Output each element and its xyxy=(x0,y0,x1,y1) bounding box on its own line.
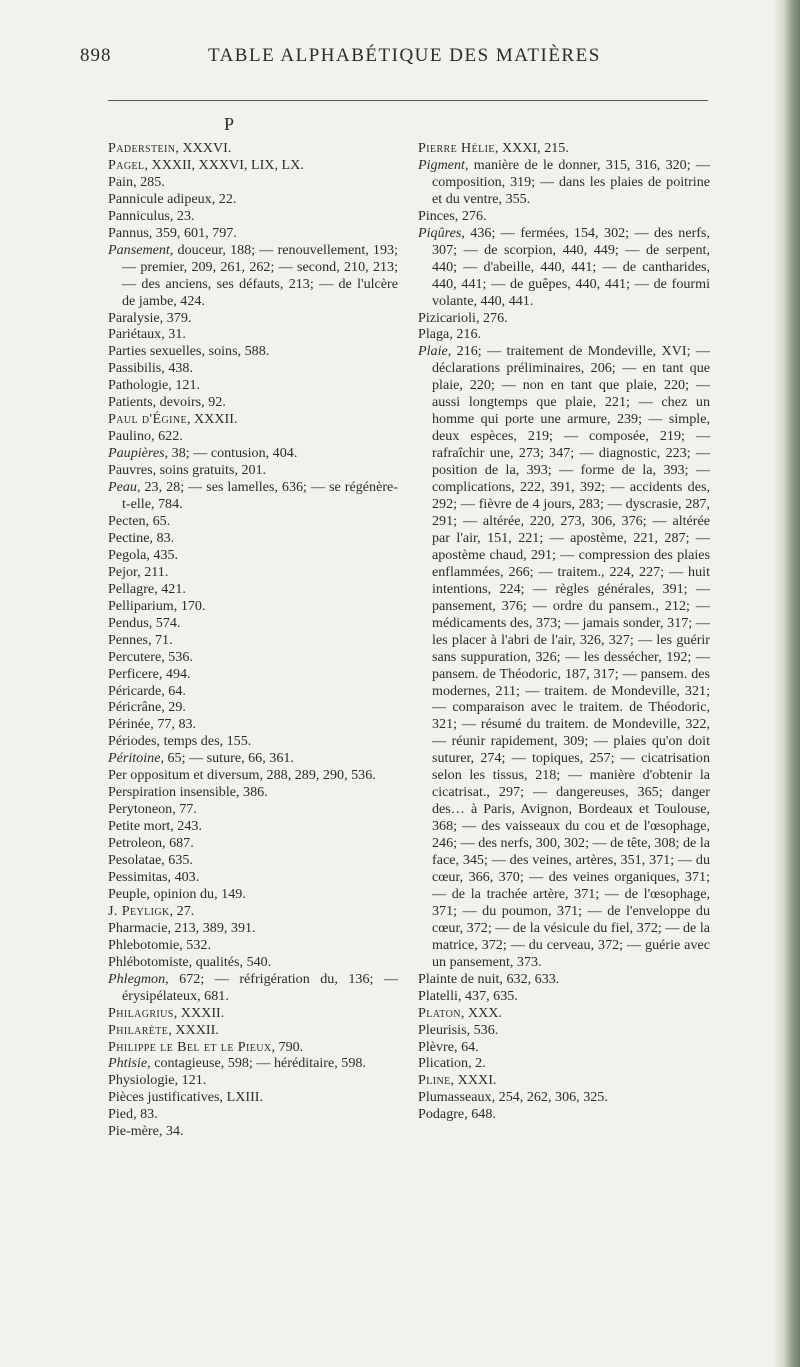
entry-references: , 437, 635. xyxy=(457,987,518,1004)
entry-references: , 276. xyxy=(454,207,487,224)
entry-references: , 687. xyxy=(162,835,194,852)
index-entry xyxy=(108,174,398,191)
index-entry xyxy=(108,310,398,327)
index-entry xyxy=(108,564,398,581)
entry-references: , 2. xyxy=(468,1055,486,1072)
entry-references: , 435. xyxy=(146,546,179,563)
entry-heading: Platon xyxy=(418,1004,461,1021)
index-entry xyxy=(108,750,398,767)
entry-heading: Pesolatae xyxy=(108,852,162,869)
entry-heading: Pelliparium xyxy=(108,597,174,614)
entry-references: , LXIII. xyxy=(219,1089,263,1106)
index-entry xyxy=(108,852,398,869)
entry-heading: Podagre xyxy=(418,1106,465,1123)
entry-heading: Philagrius xyxy=(108,1004,174,1021)
index-entry xyxy=(108,1123,398,1140)
index-entry xyxy=(108,971,398,1005)
entry-references: , 588. xyxy=(237,343,270,360)
entry-heading: Pizicarioli xyxy=(418,309,476,326)
entry-references: , 494. xyxy=(158,665,191,682)
entry-references: , 421. xyxy=(154,580,186,597)
index-entry xyxy=(108,377,398,394)
entry-heading: Péritoine xyxy=(108,750,161,767)
index-entry xyxy=(108,242,398,310)
index-entry xyxy=(108,225,398,242)
index-entry xyxy=(108,581,398,598)
entry-heading: Pariétaux xyxy=(108,326,162,343)
entry-references: , 77, 83. xyxy=(150,716,197,733)
entry-references: , XXXII, XXXVI, LIX, LX. xyxy=(144,156,304,173)
index-entry xyxy=(108,835,398,852)
section-letter: P xyxy=(224,114,235,134)
index-entry xyxy=(418,326,710,343)
entry-references: , 213, 389, 391. xyxy=(167,919,256,936)
index-entry xyxy=(418,310,710,327)
entry-references: , 288, 289, 290, 536. xyxy=(259,767,376,784)
entry-heading: Péricarde xyxy=(108,682,162,699)
index-entry xyxy=(108,937,398,954)
index-entry xyxy=(108,1055,398,1072)
entry-references: , 121. xyxy=(174,1072,207,1089)
entry-heading: Platelli xyxy=(418,987,458,1004)
index-entry xyxy=(108,428,398,445)
entry-references: , 65; — suture, 66, 361. xyxy=(160,750,294,767)
index-entry xyxy=(418,1055,710,1072)
index-entry xyxy=(108,666,398,683)
entry-heading: Peuple, opinion du xyxy=(108,885,215,902)
index-entry xyxy=(108,699,398,716)
index-entry xyxy=(108,326,398,343)
entry-heading: Perytoneon xyxy=(108,801,173,818)
entry-heading: Plaie xyxy=(418,343,448,360)
index-entry xyxy=(108,547,398,564)
index-entry xyxy=(108,479,398,513)
entry-heading: Pannicule adipeux xyxy=(108,190,212,207)
entry-heading: Pied xyxy=(108,1106,134,1123)
entry-heading: Pectine xyxy=(108,529,150,546)
entry-references: , 23, 28; — ses lamelles, 636; — se régénère-t-elle, 784. xyxy=(122,479,398,513)
entry-heading: Parties sexuelles, soins xyxy=(108,343,238,360)
index-entry xyxy=(108,632,398,649)
index-entry xyxy=(418,225,710,310)
entry-heading: Plainte de nuit xyxy=(418,970,500,987)
entry-heading: Pierre Hélie xyxy=(418,140,495,156)
entry-heading: Petite mort xyxy=(108,818,171,835)
index-entry xyxy=(108,394,398,411)
entry-references: , 386. xyxy=(236,784,268,801)
entry-heading: Physiologie xyxy=(108,1072,175,1089)
entry-heading: Pennes xyxy=(108,631,148,648)
index-entry xyxy=(418,971,710,988)
entry-heading: Perspiration insensible xyxy=(108,784,236,801)
entry-references: , 23. xyxy=(169,207,195,224)
left-column xyxy=(108,140,398,1140)
index-entry xyxy=(108,1106,398,1123)
entry-references: , 403. xyxy=(167,868,200,885)
entry-references: , XXXVI. xyxy=(175,140,232,156)
entry-heading: Plaga xyxy=(418,326,450,343)
entry-heading: Philarète xyxy=(108,1021,169,1038)
entry-heading: Paralysie xyxy=(108,309,160,326)
index-entry xyxy=(108,733,398,750)
entry-references: , manière de le donner, 315, 316, 320; — composition, 319; — dans les plaies de poitrine et du ventre, 355. xyxy=(432,156,710,207)
entry-heading: Perficere xyxy=(108,665,159,682)
index-entry xyxy=(108,920,398,937)
entry-references: , 65. xyxy=(145,512,171,529)
entry-references: , 83. xyxy=(149,529,175,546)
entry-references: , 121. xyxy=(168,377,201,394)
index-entry xyxy=(108,140,398,157)
index-entry xyxy=(418,1039,710,1056)
index-entry xyxy=(108,411,398,428)
index-entry xyxy=(108,886,398,903)
index-entry xyxy=(418,343,710,970)
entry-heading: Pinces xyxy=(418,207,455,224)
entry-heading: Plumasseaux xyxy=(418,1089,492,1106)
entry-references: , 71. xyxy=(147,631,173,648)
entry-heading: Pagel xyxy=(108,156,145,173)
entry-references: , 285. xyxy=(133,173,165,190)
entry-references: , 276. xyxy=(475,309,508,326)
index-entry xyxy=(418,1005,710,1022)
entry-heading: Pharmacie xyxy=(108,919,168,936)
entry-references: , 27. xyxy=(169,902,195,919)
entry-heading: Per oppositum et diversum xyxy=(108,767,260,784)
index-entry xyxy=(108,716,398,733)
entry-references: , 536. xyxy=(161,648,193,665)
entry-references: , 632, 633. xyxy=(499,970,560,987)
running-title: TABLE ALPHABÉTIQUE DES MATIÈRES xyxy=(208,45,601,66)
entry-references: , 438. xyxy=(161,360,193,377)
entry-references: , 155. xyxy=(219,733,252,750)
entry-heading: Phtisie xyxy=(108,1055,148,1072)
index-entry xyxy=(418,1106,710,1123)
entry-references: , XXX. xyxy=(460,1004,502,1021)
entry-references: , 622. xyxy=(151,428,183,445)
entry-heading: Philippe le Bel et le Pieux xyxy=(108,1038,272,1055)
entry-references: , 216; — traitement de Mondeville, XVI; — déclarations préliminaires, 206; — en tant que plaie, 220; — non en tant que plaie, 220; — aussi longtemps que plaie, 221; — chez un homme qui porte une armure, 239; — simple, deux espèces, 219; — composée, 219; — rafraîchir une, 273; 347; — diagnostic, 223; — position de la, 393; — forme de la, 393; — complications, 222, 391, 392; — accidents des, 292; — fièvre de 4 jours, 283; — dyscrasie, 287, 291; — altérée, 220, 273, 306, 376; — altérée par l'air, 151, 221; — apostème, 221, 287; — apostème chaud, 291; — compression des plaies enflammées, 266; — traitem., 224, 227; — huit intentions, 224; — règles générales, 391; — pansement, 376; — ordre du pansem., 212; — médicaments des, 373; — jamais sonder, 317; — les placer à l'abri de l'air, 326, 327; — les guérir sans suppuration, 326; — les dessécher, 192; — pansem. de Théodoric, 187, 317; — pansem. des modernes, 211; — traitem. de Mondeville, 321; — comparaison avec le traitem. de Théodoric, 321; — résumé du traitem. de Mondeville, 322, — réunir rapidement, 309; — plaies qu'on doit suturer, 274; — topiques, 257; — cicatrisation selon les tissus, 218; — manière d'obtenir la cicatrisat., 297; — dangereuses, 365; danger des… à Paris, Avignon, Bordeaux et Toulouse, 368; — des vaisseaux du cou et de l'œsophage, 246; — des nerfs, 300, 302; — de tête, 308; de la face, 345; — des veines, artères, 351, 371; — du cœur, 366, 370; — des veines organiques, 371; — de la trachée artère, 371; — de l'œsophage, 371; — du poumon, 371; — de l'enveloppe du cœur, 372; — de la vésicule du fiel, 372; — de la matrice, 372; — du cerveau, 372; — guérie avec un pansement, 373. xyxy=(432,343,710,970)
entry-references: , 216. xyxy=(449,326,482,343)
entry-references: , 31. xyxy=(161,326,186,343)
entry-references: , 436; — fermées, 154, 302; — des nerfs, 307; — de scorpion, 440, 449; — de serpent, 440; — d'abeille, 440, 441; — de cantharides, 440, 441; — de guêpes, 440, 441; — de fourmi volante, 440, 441. xyxy=(432,224,710,309)
entry-heading: Phlebotomie xyxy=(108,936,180,953)
index-entry xyxy=(108,1039,398,1056)
entry-references: , 22. xyxy=(211,190,237,207)
entry-references: , 635. xyxy=(161,852,193,869)
index-entry xyxy=(108,784,398,801)
entry-references: , 532. xyxy=(179,936,211,953)
index-entry xyxy=(108,869,398,886)
entry-references: , XXXI, 215. xyxy=(494,140,569,156)
entry-heading: Péricrâne xyxy=(108,699,162,716)
entry-heading: Périnée xyxy=(108,716,151,733)
entry-references: , 540. xyxy=(239,953,272,970)
index-entry xyxy=(108,1089,398,1106)
index-entry xyxy=(418,988,710,1005)
entry-heading: Pessimitas xyxy=(108,868,168,885)
index-entry xyxy=(108,801,398,818)
entry-heading: Pain xyxy=(108,173,134,190)
index-entry xyxy=(108,598,398,615)
index-entry xyxy=(108,903,398,920)
entry-references: , XXXII. xyxy=(173,1004,225,1021)
entry-heading: Pline xyxy=(418,1072,451,1089)
entry-references: , XXXII. xyxy=(186,411,238,428)
entry-references: , 254, 262, 306, 325. xyxy=(491,1089,608,1106)
entry-heading: Petroleon xyxy=(108,835,163,852)
index-entry xyxy=(108,1005,398,1022)
entry-references: , 574. xyxy=(148,614,181,631)
header-rule xyxy=(108,100,708,101)
entry-heading: Pie-mère xyxy=(108,1123,159,1140)
index-entry xyxy=(108,615,398,632)
entry-references: , XXXII. xyxy=(168,1021,219,1038)
entry-heading: Pellagre xyxy=(108,580,155,597)
entry-references: , douceur, 188; — renouvellement, 193; — premier, 209, 261, 262; — second, 210, 213; — des anciens, ses défauts, 213; — de l'ulcère de jambe, 424. xyxy=(122,241,398,309)
entry-references: , 359, 601, 797. xyxy=(148,224,237,241)
entry-heading: Périodes, temps des xyxy=(108,733,220,750)
entry-heading: Pathologie xyxy=(108,377,169,394)
index-entry xyxy=(418,1022,710,1039)
entry-references: , XXXI. xyxy=(450,1072,497,1089)
index-entry xyxy=(418,1072,710,1089)
page-edge-shadow xyxy=(772,0,800,1367)
page-number: 898 xyxy=(80,45,112,66)
index-entry xyxy=(108,462,398,479)
entry-heading: Panniculus xyxy=(108,207,170,224)
entry-heading: Paupières xyxy=(108,445,165,462)
index-entry xyxy=(108,954,398,971)
index-entry xyxy=(108,530,398,547)
index-entry xyxy=(108,1072,398,1089)
index-entry xyxy=(108,208,398,225)
index-entry xyxy=(108,360,398,377)
index-entry xyxy=(108,818,398,835)
index-entry xyxy=(108,445,398,462)
entry-references: , 149. xyxy=(214,885,246,902)
entry-references: , 77. xyxy=(172,801,197,818)
entry-heading: Paul d'Égine xyxy=(108,411,187,428)
index-entry xyxy=(108,1022,398,1039)
entry-references: , 34. xyxy=(158,1123,184,1140)
entry-heading: Phlegmon xyxy=(108,970,166,987)
index-entry xyxy=(418,1089,710,1106)
entry-heading: Pejor xyxy=(108,563,138,580)
index-entry xyxy=(108,513,398,530)
index-entry xyxy=(108,157,398,174)
entry-heading: Peau xyxy=(108,479,137,496)
entry-references: , 672; — réfrigération du, 136; — érysipélateux, 681. xyxy=(122,970,398,1004)
entry-heading: Piqûres xyxy=(418,224,462,241)
index-entry xyxy=(108,683,398,700)
index-entry xyxy=(418,140,710,157)
entry-heading: Passibilis xyxy=(108,360,162,377)
index-entry xyxy=(418,208,710,225)
entry-heading: J. Peyligk xyxy=(108,902,170,919)
entry-references: , 790. xyxy=(271,1038,304,1055)
entry-heading: Pendus xyxy=(108,614,149,631)
entry-references: , contagieuse, 598; — héréditaire, 598. xyxy=(147,1055,366,1072)
entry-references: , 201. xyxy=(234,462,267,479)
entry-references: , 64. xyxy=(454,1038,479,1055)
index-entry xyxy=(108,343,398,360)
entry-heading: Plèvre xyxy=(418,1038,455,1055)
entry-heading: Plication xyxy=(418,1055,469,1072)
entry-heading: Patients, devoirs xyxy=(108,394,202,411)
entry-references: , 536. xyxy=(466,1021,499,1038)
entry-heading: Pauvres, soins gratuits xyxy=(108,462,235,479)
entry-heading: Pleurisis xyxy=(418,1021,467,1038)
entry-references: , 379. xyxy=(159,309,192,326)
entry-heading: Pièces justificatives xyxy=(108,1089,220,1106)
index-entry xyxy=(108,767,398,784)
entry-references: , 92. xyxy=(201,394,226,411)
entry-references: , 83. xyxy=(133,1106,158,1123)
entry-heading: Pecten xyxy=(108,512,146,529)
entry-heading: Phlébotomiste, qualités xyxy=(108,953,240,970)
entry-heading: Percutere xyxy=(108,648,162,665)
index-entry xyxy=(108,649,398,666)
entry-references: , 170. xyxy=(173,597,206,614)
entry-references: , 211. xyxy=(137,563,169,580)
entry-references: , 29. xyxy=(161,699,186,716)
entry-references: , 38; — contusion, 404. xyxy=(164,445,298,462)
entry-heading: Pannus xyxy=(108,224,149,241)
entry-heading: Pansement xyxy=(108,241,170,258)
entry-heading: Pegola xyxy=(108,546,147,563)
entry-heading: Paulino xyxy=(108,428,152,445)
entry-heading: Pigment xyxy=(418,156,465,173)
index-entry xyxy=(418,157,710,208)
entry-heading: Paderstein xyxy=(108,140,176,156)
page-header xyxy=(0,42,800,82)
entry-references: , 243. xyxy=(170,818,202,835)
entry-references: , 648. xyxy=(464,1106,496,1123)
right-column xyxy=(418,140,710,1123)
entry-references: , 64. xyxy=(161,682,186,699)
index-entry xyxy=(108,191,398,208)
